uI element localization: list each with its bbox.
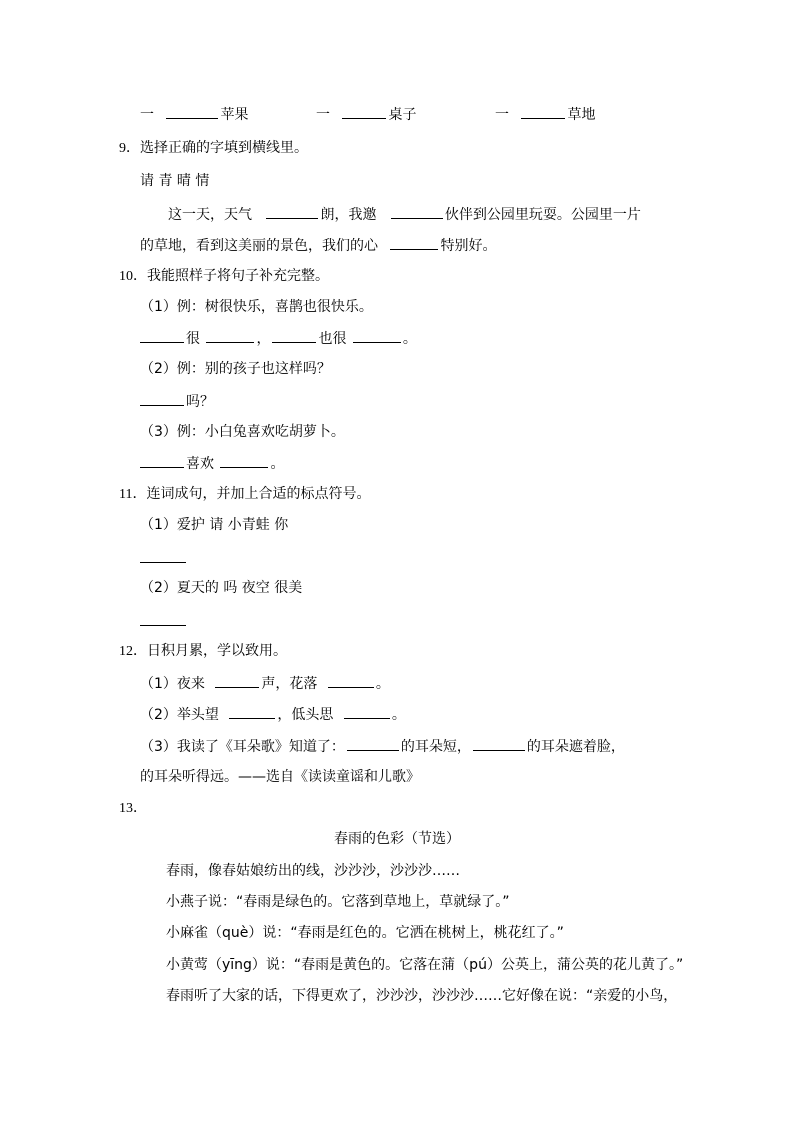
text: 的耳朵短， xyxy=(400,739,471,755)
poem-line-3 xyxy=(140,736,625,757)
answer-blank[interactable] xyxy=(140,611,186,626)
text: 特别好。 xyxy=(440,238,497,254)
text: 伙伴到公园里玩耍。公园里一片 xyxy=(444,207,641,223)
word-label: 桌子 xyxy=(388,107,417,123)
question-13-heading xyxy=(119,798,147,819)
text: （1）夜来 xyxy=(140,676,205,692)
question-number: 13． xyxy=(119,801,147,816)
choice-words: 请 青 晴 情 xyxy=(140,173,210,189)
answer-blank[interactable] xyxy=(140,328,184,343)
q9-paragraph-line-1 xyxy=(168,204,641,225)
passage-paragraph-3: 小麻雀（què）说：“春雨是红色的。它洒在桃树上，桃花红了。” xyxy=(166,925,564,941)
answer-line-3 xyxy=(140,453,284,474)
answer-blank[interactable] xyxy=(140,453,184,468)
answer-blank[interactable] xyxy=(220,453,268,468)
answer-blank[interactable] xyxy=(166,104,218,119)
dash: 一 xyxy=(140,107,154,123)
answer-blank[interactable] xyxy=(473,736,525,751)
example-1: （1）例：树很快乐，喜鹊也很快乐。 xyxy=(140,299,373,315)
text: 朗，我邀 xyxy=(320,207,377,223)
answer-blank[interactable] xyxy=(206,328,254,343)
answer-blank[interactable] xyxy=(272,328,316,343)
answer-blank[interactable] xyxy=(215,673,259,688)
answer-blank[interactable] xyxy=(521,104,565,119)
text: 喜欢 xyxy=(186,456,214,472)
text: 声，花落 xyxy=(261,676,318,692)
answer-line-1 xyxy=(140,328,417,349)
question-prompt: 连词成句，并加上合适的标点符号。 xyxy=(146,486,371,502)
text: 吗？ xyxy=(186,394,214,410)
question-number: 10． xyxy=(119,269,147,284)
dash: 一 xyxy=(495,107,509,123)
answer-blank[interactable] xyxy=(390,235,438,250)
text: ，低头思 xyxy=(277,707,334,723)
question-10-heading xyxy=(119,266,329,287)
answer-blank[interactable] xyxy=(140,391,184,406)
text: 的耳朵遮着脸， xyxy=(526,739,625,755)
text: 这一天，天气 xyxy=(168,207,252,223)
example-2: （2）例：别的孩子也这样吗？ xyxy=(140,361,331,377)
question-12-heading xyxy=(119,641,287,662)
answer-blank[interactable] xyxy=(229,704,275,719)
dash: 一 xyxy=(316,107,330,123)
text: （3）我读了《耳朵歌》知道了： xyxy=(140,739,345,755)
text: ， xyxy=(256,331,271,347)
question-prompt: 日积月累，学以致用。 xyxy=(147,643,287,659)
poem-line-4: 的耳朵听得远。——选自《读读童谣和儿歌》 xyxy=(140,769,420,785)
fill-row-3 xyxy=(495,104,595,125)
poem-line-2 xyxy=(140,704,406,725)
answer-line xyxy=(140,611,188,632)
example-3: （3）例：小白兔喜欢吃胡萝卜。 xyxy=(140,424,345,440)
poem-line-1 xyxy=(140,673,390,694)
text: 很 xyxy=(186,331,200,347)
fill-row-1 xyxy=(140,104,248,125)
answer-blank[interactable] xyxy=(266,204,318,219)
passage-title: 春雨的色彩（节选） xyxy=(334,831,460,847)
text: 。 xyxy=(375,676,390,692)
text: 。 xyxy=(391,707,406,723)
answer-blank[interactable] xyxy=(140,548,186,563)
answer-blank[interactable] xyxy=(347,736,399,751)
answer-blank[interactable] xyxy=(342,104,386,119)
answer-line xyxy=(140,548,188,569)
question-9-heading xyxy=(119,138,308,159)
fill-row-2 xyxy=(316,104,416,125)
answer-blank[interactable] xyxy=(344,704,390,719)
question-11-heading xyxy=(119,484,370,505)
text: 的草地，看到这美丽的景色，我们的心 xyxy=(140,238,378,254)
question-prompt: 选择正确的字填到横线里。 xyxy=(140,140,308,156)
question-number: 11． xyxy=(119,487,147,502)
text: 。 xyxy=(402,331,417,347)
passage-paragraph-4: 小黄莺（yīng）说：“春雨是黄色的。它落在蒲（pú）公英上，蒲公英的花儿黄了。” xyxy=(166,957,684,973)
text: 。 xyxy=(270,456,285,472)
answer-blank[interactable] xyxy=(328,673,374,688)
answer-line-2 xyxy=(140,391,214,412)
answer-blank[interactable] xyxy=(391,204,443,219)
question-number: 12． xyxy=(119,644,147,659)
question-number: 9． xyxy=(119,141,140,156)
scrambled-sentence-2: （2）夏天的 吗 夜空 很美 xyxy=(140,580,303,596)
answer-blank[interactable] xyxy=(353,328,401,343)
passage-paragraph-1: 春雨，像春姑娘纺出的线，沙沙沙，沙沙沙…… xyxy=(166,863,460,879)
word-label: 苹果 xyxy=(220,107,249,123)
text: （2）举头望 xyxy=(140,707,219,723)
question-prompt: 我能照样子将句子补充完整。 xyxy=(147,268,329,284)
passage-paragraph-5: 春雨听了大家的话，下得更欢了，沙沙沙，沙沙沙……它好像在说：“亲爱的小鸟， xyxy=(166,988,678,1004)
scrambled-sentence-1: （1）爱护 请 小青蛙 你 xyxy=(140,517,289,533)
text: 也很 xyxy=(318,331,347,347)
passage-paragraph-2: 小燕子说：“春雨是绿色的。它落到草地上，草就绿了。” xyxy=(166,894,510,910)
q9-paragraph-line-2 xyxy=(140,235,496,256)
word-label: 草地 xyxy=(567,107,596,123)
